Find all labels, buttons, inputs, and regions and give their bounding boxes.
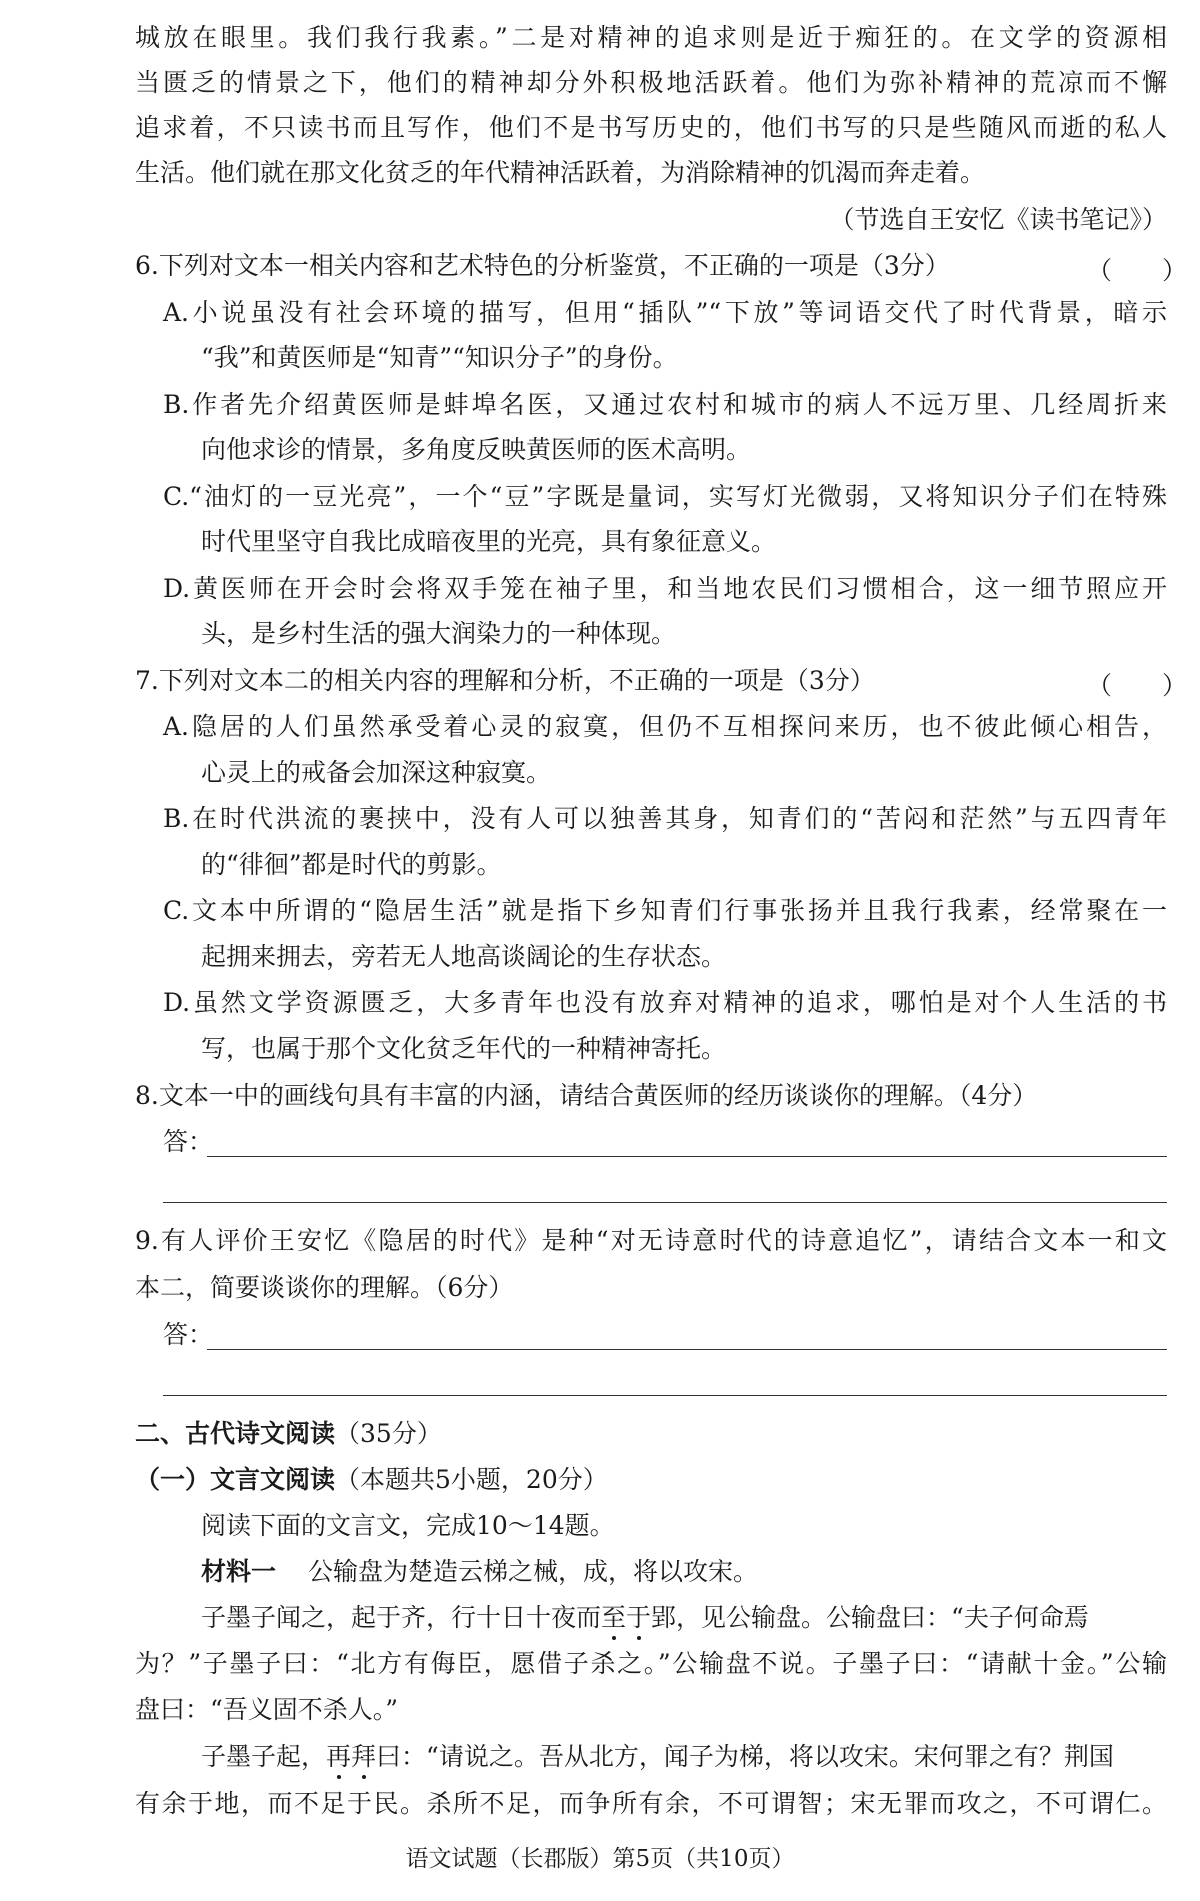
p1-text-b: 郢，见公输盘。公输盘曰：“夫子何命焉: [651, 1603, 1089, 1632]
q7-option-d-line1: D.虽然文学资源匮乏，大多青年也没有放弃对精神的追求，哪怕是对个人生活的书: [163, 988, 1167, 1017]
q9-answer-line-2[interactable]: [163, 1395, 1167, 1396]
text1-line-3: 追求着，不只读书而且写作，他们不是书写历史的，他们书写的只是些随风而逝的私人: [135, 113, 1167, 142]
q8-stem: 8.文本一中的画线句具有丰富的内涵，请结合黄医师的经历谈谈你的理解。（4分）: [135, 1081, 1038, 1110]
sub1-note: （本题共5小题，20分）: [335, 1465, 608, 1494]
q6-option-d-line1: D.黄医师在开会时会将双手笼在袖子里，和当地农民们习惯相合，这一细节照应开: [163, 574, 1167, 603]
q7-stem: 7.下列对文本二的相关内容的理解和分析，不正确的一项是（3分）: [135, 666, 875, 695]
page-footer: 语文试题（长郡版）第5页（共10页）: [405, 1846, 795, 1872]
p2-emphasis-2: 拜: [351, 1742, 377, 1771]
q6-stem: 6.下列对文本一相关内容和艺术特色的分析鉴赏，不正确的一项是（3分）: [135, 251, 950, 280]
text1-line-2: 当匮乏的情景之下，他们的精神却分外积极地活跃着。他们为弥补精神的荒凉而不懈: [135, 68, 1167, 97]
q7-option-a-line2: 心灵上的戒备会加深这种寂寞。: [201, 758, 552, 787]
q7-option-b-line1: B.在时代洪流的裹挟中，没有人可以独善其身，知青们的“苦闷和茫然”与五四青年: [163, 804, 1167, 833]
q6-answer-paren[interactable]: （ ）: [1087, 256, 1188, 285]
section2-points: （35分）: [335, 1419, 442, 1448]
q7-option-c-line2: 起拥来拥去，旁若无人地高谈阔论的生存状态。: [201, 942, 727, 971]
q7-answer-paren[interactable]: （ ）: [1087, 671, 1188, 700]
p1-emphasis-2: 于: [626, 1603, 652, 1632]
reading-instruction: 阅读下面的文言文，完成10～14题。: [201, 1511, 615, 1540]
material1-label: 材料一: [201, 1557, 277, 1586]
material1-first: 公输盘为楚造云梯之械，成，将以攻宋。: [307, 1557, 758, 1586]
text1-line-1: 城放在眼里。我们我行我素。”二是对精神的追求则是近于痴狂的。在文学的资源相: [135, 23, 1167, 52]
q6-option-d-line2: 头，是乡村生活的强大润染力的一种体现。: [201, 619, 677, 648]
q6-option-b-line2: 向他求诊的情景，多角度反映黄医师的医术高明。: [201, 435, 752, 464]
section2-title: 二、古代诗文阅读: [135, 1419, 336, 1448]
material1-p1-line1: [201, 1603, 1089, 1633]
q7-option-c-line1: C.文本中所谓的“隐居生活”就是指下乡知青们行事张扬并且我行我素，经常聚在一: [163, 896, 1167, 925]
p1-emphasis-1: 至: [601, 1603, 627, 1632]
sub1-title: （一）文言文阅读: [135, 1465, 336, 1494]
p2-text-a: 子墨子起，: [201, 1742, 327, 1771]
q6-option-a-line2: “我”和黄医师是“知青”“知识分子”的身份。: [201, 343, 678, 372]
q8-answer-line-1[interactable]: [207, 1156, 1167, 1157]
q6-option-b-line1: B.作者先介绍黄医师是蚌埠名医，又通过农村和城市的病人不远万里、几经周折来: [163, 390, 1167, 419]
material1-p2-line1: [201, 1742, 1114, 1772]
q9-answer-line-1[interactable]: [207, 1349, 1167, 1350]
q9-answer-label: 答：: [163, 1320, 214, 1349]
p1-text-a: 子墨子闻之，起于齐，行十日十夜而: [201, 1603, 602, 1632]
q8-answer-line-2[interactable]: [163, 1202, 1167, 1203]
material1-p1-line2: 为？”子墨子曰：“北方有侮臣，愿借子杀之。”公输盘不说。子墨子曰：“请献十金。”公输: [135, 1649, 1167, 1678]
source-citation: （节选自王安忆《读书笔记》）: [829, 205, 1167, 234]
material1-p1-line3: 盘曰：“吾义固不杀人。”: [135, 1695, 399, 1724]
section2-heading: [135, 1419, 442, 1449]
q6-option-a-line1: A.小说虽没有社会环境的描写，但用“插队”“下放”等词语交代了时代背景，暗示: [163, 298, 1167, 327]
sub1-heading: [135, 1465, 608, 1495]
q8-answer-label: 答：: [163, 1127, 214, 1156]
text1-line-4: 生活。他们就在那文化贫乏的年代精神活跃着，为消除精神的饥渴而奔走着。: [135, 158, 986, 187]
material1-p2-line2: 有余于地，而不足于民。杀所不足，而争所有余，不可谓智；宋无罪而攻之，不可谓仁。: [135, 1789, 1167, 1818]
q9-stem-line1: 9.有人评价王安忆《隐居的时代》是种“对无诗意时代的诗意追忆”，请结合文本一和文: [135, 1226, 1167, 1255]
q9-stem-line2: 本二，简要谈谈你的理解。（6分）: [135, 1273, 514, 1302]
q7-option-b-line2: 的“徘徊”都是时代的剪影。: [201, 850, 502, 879]
q6-option-c-line1: C.“油灯的一豆光亮”，一个“豆”字既是量词，实写灯光微弱，又将知识分子们在特殊: [163, 482, 1167, 511]
q7-option-d-line2: 写，也属于那个文化贫乏年代的一种精神寄托。: [201, 1034, 727, 1063]
p2-emphasis-1: 再: [326, 1742, 352, 1771]
q6-option-c-line2: 时代里坚守自我比成暗夜里的光亮，具有象征意义。: [201, 527, 777, 556]
p2-text-b: 曰：“请说之。吾从北方，闻子为梯，将以攻宋。宋何罪之有？荆国: [376, 1742, 1114, 1771]
material1-first-line: [201, 1557, 758, 1587]
q7-option-a-line1: A.隐居的人们虽然承受着心灵的寂寞，但仍不互相探问来历，也不彼此倾心相告，: [163, 712, 1167, 741]
